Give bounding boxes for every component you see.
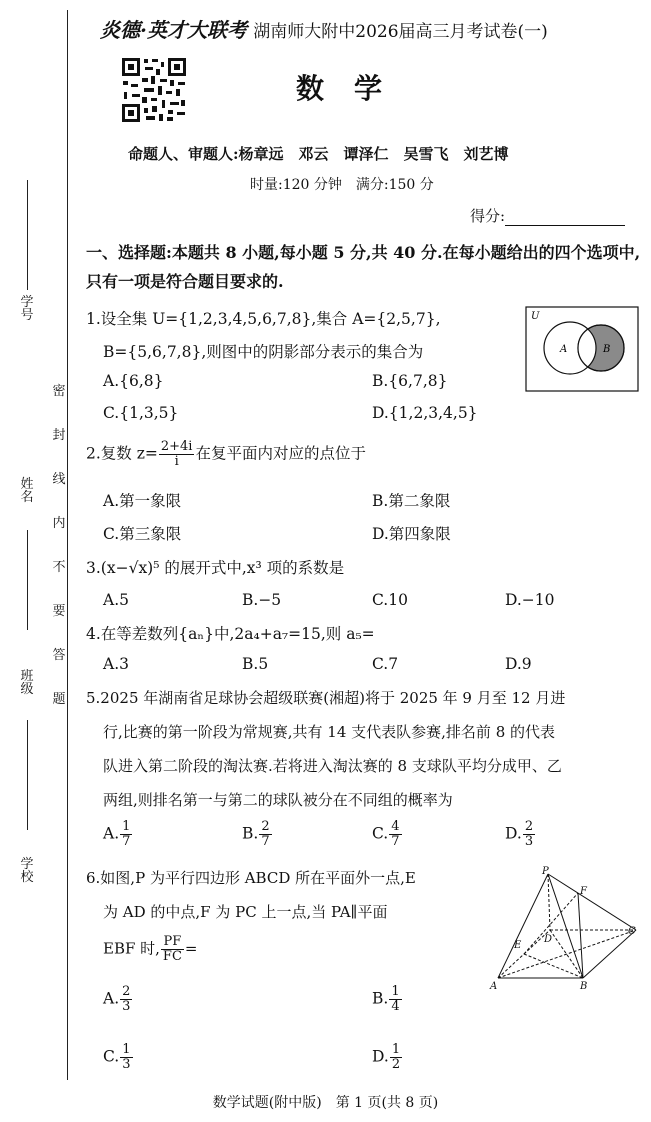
- q6-option-c-num: 1: [122, 1042, 131, 1057]
- q1-option-b[interactable]: B.{6,7,8}: [372, 372, 448, 390]
- q5-option-a-den: 7: [122, 834, 131, 849]
- q5-option-c-label: C.: [372, 824, 389, 843]
- q5-option-a[interactable]: [103, 820, 133, 849]
- q5-option-b-fraction: [259, 820, 271, 849]
- q5-option-d-num: 2: [524, 819, 534, 834]
- q5-option-d[interactable]: [505, 820, 536, 849]
- venn-diagram: [525, 306, 639, 392]
- q5-option-c[interactable]: [372, 820, 403, 849]
- exam-title: [100, 14, 645, 43]
- binding-note: 密封线内不要答题: [52, 384, 66, 707]
- q2-stem: [86, 440, 366, 469]
- q3-option-a[interactable]: A.5: [103, 591, 129, 609]
- venn-a-label: A: [560, 344, 568, 355]
- page-footer: 数学试题(附中版) 第 1 页(共 8 页): [212, 1095, 439, 1111]
- q6-line1: 6.如图,P 为平行四边形 ABCD 所在平面外一点,E: [86, 869, 416, 887]
- figure-label-p: P: [542, 866, 549, 877]
- q5-option-c-fraction: [389, 820, 401, 849]
- q6-option-c-label: C.: [103, 1047, 120, 1066]
- exam-name: 湖南师大附中2026届高三月考试卷(一): [253, 22, 548, 42]
- q6-option-b-num: 1: [391, 984, 400, 999]
- field-xingming-label: 姓名: [20, 477, 34, 505]
- q6-option-d[interactable]: [372, 1043, 403, 1072]
- field-xingming-blank: [27, 530, 28, 630]
- venn-u-label: U: [531, 311, 540, 322]
- field-xuexiao-label: 学校: [20, 857, 34, 885]
- field-xuehao-blank: [27, 180, 28, 290]
- q3-option-c[interactable]: C.10: [372, 591, 408, 609]
- field-banji-blank: [27, 720, 28, 830]
- q5-line4: 两组,则排名第一与第二的球队被分在不同组的概率为: [103, 791, 453, 809]
- q3-option-d[interactable]: D.−10: [505, 591, 555, 609]
- figure-label-c: C: [628, 926, 636, 937]
- q6-option-a[interactable]: [103, 985, 133, 1014]
- figure-label-a: A: [490, 981, 498, 992]
- q6-option-b-fraction: [389, 985, 401, 1014]
- q5-option-b-den: 7: [261, 834, 270, 849]
- q6-option-a-den: 3: [122, 999, 131, 1014]
- q2-suffix: 在复平面内对应的点位于: [195, 444, 366, 463]
- q6-option-a-fraction: [120, 985, 132, 1014]
- q6-option-c-den: 3: [122, 1057, 131, 1072]
- q4-stem: 4.在等差数列{aₙ}中,2a₄+a₇=15,则 a₅=: [86, 625, 375, 643]
- q2-prefix: 2.复数 z=: [86, 444, 158, 463]
- q4-option-d[interactable]: D.9: [505, 655, 532, 673]
- q5-option-d-label: D.: [505, 824, 522, 843]
- q6-option-b-den: 4: [391, 999, 400, 1014]
- brand-name: 炎德·英才大联考: [100, 18, 247, 42]
- q5-line3: 队进入第二阶段的淘汰赛.若将进入淘汰赛的 8 支球队平均分成甲、乙: [103, 757, 562, 775]
- q6-option-d-label: D.: [372, 1047, 389, 1066]
- q5-option-b-num: 2: [261, 819, 270, 834]
- q6-option-a-label: A.: [103, 989, 120, 1008]
- q2-option-d[interactable]: D.第四象限: [372, 525, 451, 543]
- qr-code-icon: [120, 56, 188, 124]
- pyramid-figure: [488, 864, 644, 992]
- authors-line: 命题人、审题人:杨章远 邓云 谭泽仁 吴雪飞 刘艺博: [128, 145, 509, 163]
- q6-option-b-label: B.: [372, 989, 389, 1008]
- q6-line3: [103, 935, 197, 964]
- q4-option-c[interactable]: C.7: [372, 655, 399, 673]
- exam-meta: 时量:120 分钟 满分:150 分: [250, 177, 434, 193]
- q5-option-b[interactable]: [242, 820, 273, 849]
- q5-option-b-label: B.: [242, 824, 259, 843]
- figure-label-d: D: [544, 934, 553, 945]
- q2-option-c[interactable]: C.第三象限: [103, 525, 182, 543]
- q3-stem: 3.(x−√x)⁵ 的展开式中,x³ 项的系数是: [86, 559, 345, 577]
- figure-label-f: F: [580, 886, 587, 897]
- q2-denominator: i: [174, 454, 179, 469]
- q6-option-b[interactable]: [372, 985, 403, 1014]
- figure-label-b: B: [580, 981, 588, 992]
- q1-line2: B={5,6,7,8},则图中的阴影部分表示的集合为: [103, 343, 424, 361]
- q3-option-b[interactable]: B.−5: [242, 591, 282, 609]
- q1-option-d[interactable]: D.{1,2,3,4,5}: [372, 404, 478, 422]
- q1-line1: 1.设全集 U={1,2,3,4,5,6,7,8},集合 A={2,5,7},: [86, 310, 441, 328]
- subject-title: 数学: [296, 72, 413, 105]
- q6-equals: =: [184, 939, 198, 958]
- q5-line1: 5.2025 年湖南省足球协会超级联赛(湘超)将于 2025 年 9 月至 12 月进: [86, 689, 566, 707]
- score-field: [470, 205, 625, 226]
- q6-numerator: PF: [161, 935, 184, 950]
- score-label: 得分:: [470, 207, 506, 225]
- q5-option-a-num: 1: [122, 819, 131, 834]
- score-blank[interactable]: [505, 209, 625, 226]
- field-xuehao-label: 学号: [20, 295, 34, 323]
- figure-label-e: E: [514, 940, 522, 951]
- q4-option-b[interactable]: B.5: [242, 655, 269, 673]
- q5-option-d-fraction: [523, 820, 535, 849]
- q6-option-c-fraction: [120, 1043, 132, 1072]
- q6-option-d-fraction: [390, 1043, 402, 1072]
- q5-option-a-label: A.: [103, 824, 120, 843]
- q6-denominator: FC: [162, 949, 182, 964]
- q1-option-a[interactable]: A.{6,8}: [103, 372, 164, 390]
- field-banji-label: 班级: [20, 669, 34, 697]
- q6-option-a-num: 2: [122, 984, 131, 999]
- q1-option-c[interactable]: C.{1,3,5}: [103, 404, 179, 422]
- q6-fraction: [161, 935, 184, 964]
- q6-line3-prefix: EBF 时,: [103, 939, 160, 958]
- q4-option-a[interactable]: A.3: [103, 655, 129, 673]
- q6-option-d-den: 2: [391, 1057, 401, 1072]
- q5-option-a-fraction: [120, 820, 132, 849]
- q6-option-d-num: 1: [391, 1042, 401, 1057]
- binding-line: [67, 10, 68, 1080]
- q6-option-c[interactable]: [103, 1043, 134, 1072]
- q5-option-c-den: 7: [391, 834, 400, 849]
- venn-b-label: B: [603, 344, 611, 355]
- q2-option-a[interactable]: A.第一象限: [103, 492, 182, 510]
- q5-option-c-num: 4: [391, 819, 400, 834]
- q2-fraction: [159, 440, 195, 469]
- q2-option-b[interactable]: B.第二象限: [372, 492, 451, 510]
- section-1-heading: 一、选择题:本题共 8 小题,每小题 5 分,共 40 分.在每小题给出的四个选项中,只有一项是符合题目要求的.: [86, 243, 641, 291]
- q2-numerator: 2+4i: [160, 439, 193, 454]
- q5-option-d-den: 3: [524, 834, 534, 849]
- q5-line2: 行,比赛的第一阶段为常规赛,共有 14 支代表队参赛,排名前 8 的代表: [103, 723, 556, 741]
- q6-line2: 为 AD 的中点,F 为 PC 上一点,当 PA∥平面: [103, 903, 388, 921]
